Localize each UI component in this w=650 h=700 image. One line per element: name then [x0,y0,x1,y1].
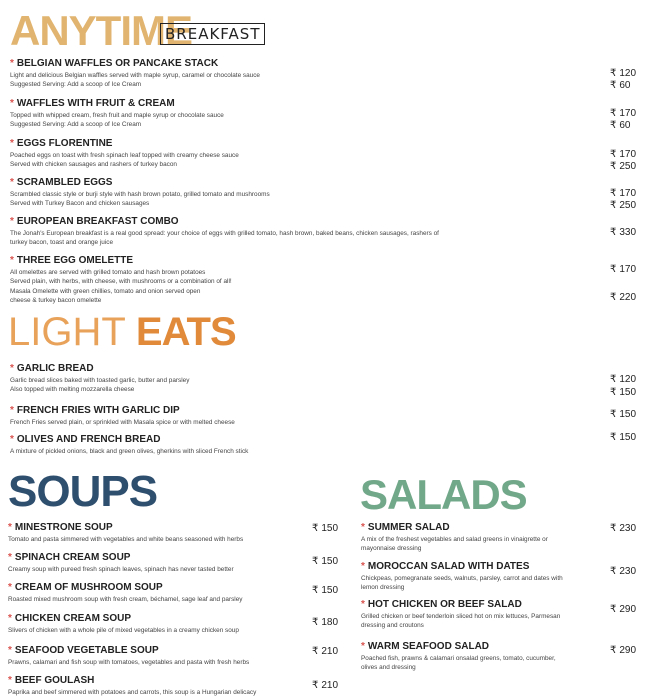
rupee-icon: ₹ [610,161,617,172]
rupee-icon: ₹ [610,387,617,398]
price-value: 120 [619,68,637,79]
item-star-icon: * [8,645,12,656]
item-price [312,646,338,658]
item-price [610,566,636,578]
menu-item [10,216,600,248]
item-description [8,565,308,574]
item-name-text: BELGIAN WAFFLES OR PANCAKE STACK [16,58,219,69]
description-line: dressing and croutons [361,622,424,630]
item-description [8,595,308,604]
item-name [361,599,606,611]
item-description [8,626,308,635]
item-name [361,641,606,653]
description-line: Paprika and beef simmered with potatoes and carrots, this soup is a Hungarian delicacy [8,689,257,696]
description-line: Served with Turkey Bacon and chicken sausages [10,200,150,208]
item-name-text: GARLIC BREAD [16,363,94,374]
item-name-text: WAFFLES WITH FRUIT & CREAM [16,98,175,109]
item-description [10,190,600,209]
rupee-icon: ₹ [312,556,319,567]
description-line: Garlic bread slices baked with toasted garlic, butter and parsley [10,377,190,384]
rupee-icon: ₹ [610,108,617,119]
price-value: 210 [321,680,339,691]
rupee-icon: ₹ [610,604,617,615]
price-value: 250 [619,161,637,172]
price-value: 210 [321,646,339,657]
item-star-icon: * [8,552,12,563]
item-price [610,374,636,386]
description-line: Poached fish, prawns & calamari onsalad greens, tomato, cucumber, [361,655,556,662]
item-description [10,111,600,130]
price-value: 180 [321,617,339,628]
price-value: 60 [619,80,631,91]
item-price [610,227,636,239]
item-price [610,387,636,399]
breakfast-heading-box: BREAKFAST [160,23,265,45]
item-name [10,363,600,375]
rupee-icon: ₹ [610,188,617,199]
item-price [312,617,338,629]
item-price [312,556,338,568]
item-star-icon: * [361,522,365,533]
item-price [312,523,338,535]
item-star-icon: * [10,363,14,374]
item-price [610,523,636,535]
item-name-text: WARM SEAFOOD SALAD [367,641,490,652]
item-name-text: SCRAMBLED EGGS [16,177,113,188]
item-price [610,108,636,120]
description-line: Creamy soup with pureed fresh spinach leaves, spinach has never tasted better [8,566,234,573]
item-name [10,98,600,110]
item-star-icon: * [10,434,14,445]
item-description [361,612,606,631]
rupee-icon: ₹ [610,432,617,443]
rupee-icon: ₹ [610,566,617,577]
description-line: Topped with whipped cream, fresh fruit and maple syrup or chocolate sauce [10,112,224,119]
description-line: lemon dressing [361,584,405,592]
item-name [8,552,308,564]
item-description [8,535,308,544]
item-star-icon: * [10,98,14,109]
price-value: 150 [619,409,637,420]
description-line: Poached eggs on toast with fresh spinach leaf topped with creamy cheese sauce [10,152,239,159]
item-name [8,522,308,534]
menu-item [10,434,600,456]
rupee-icon: ₹ [610,120,617,131]
item-price [312,680,338,692]
menu-item [8,582,308,604]
price-value: 170 [619,149,637,160]
rupee-icon: ₹ [610,409,617,420]
item-star-icon: * [361,561,365,572]
item-name-text: FRENCH FRIES WITH GARLIC DIP [16,405,180,416]
rupee-icon: ₹ [312,680,319,691]
price-value: 170 [619,108,637,119]
price-value: 60 [619,120,631,131]
description-line: Scrambled classic style or burji style with hash brown potato, grilled tomato and mushrooms [10,191,270,198]
item-star-icon: * [8,613,12,624]
rupee-icon: ₹ [610,523,617,534]
item-star-icon: * [8,675,12,686]
description-line: Also topped with melting mozzarella cheese [10,386,135,394]
menu-item [10,177,600,209]
description-line: cheese & turkey bacon omelette [10,297,102,305]
item-price [610,200,636,212]
item-name [361,522,606,534]
menu-item [361,641,606,673]
item-description [10,229,600,248]
menu-item [8,675,308,697]
item-price [312,585,338,597]
description-line: Chickpeas, pomegranate seeds, walnuts, parsley, carrot and dates with [361,575,563,582]
item-name-text: EGGS FLORENTINE [16,138,113,149]
description-line: Prawns, calamari and fish soup with tomatoes, vegetables and pasta with fresh herbs [8,659,250,666]
price-value: 230 [619,523,637,534]
price-value: 170 [619,188,637,199]
menu-item [8,522,308,544]
price-value: 150 [321,523,339,534]
price-value: 150 [619,387,637,398]
description-line: Served with chicken sausages and rashers of turkey bacon [10,161,177,169]
rupee-icon: ₹ [312,617,319,628]
item-name [8,675,308,687]
price-value: 150 [619,432,637,443]
rupee-icon: ₹ [610,264,617,275]
description-line: Slivers of chicken with a whole pile of mixed vegetables in a creamy chicken soup [8,627,239,634]
menu-item [361,561,606,593]
description-line: Light and delicious Belgian waffles served with maple syrup, caramel or chocolate sauce [10,72,260,79]
item-price [610,264,636,276]
description-line: Roasted mixed mushroom soup with fresh cream, béchamel, sage leaf and parsley [8,596,243,603]
description-line: Suggested Serving: Add a scoop of Ice Cream [10,81,142,89]
item-description [10,151,600,170]
item-name-text: HOT CHICKEN OR BEEF SALAD [367,599,522,610]
item-name-text: EUROPEAN BREAKFAST COMBO [16,216,179,227]
item-price [610,80,631,92]
item-description [8,658,308,667]
description-line: mayonnaise dressing [361,545,422,553]
item-price [610,161,636,173]
item-name-text: BEEF GOULASH [14,675,95,686]
description-line: Grilled chicken or beef tenderloin sliced hot on mix lettuces, Parmesan [361,613,561,620]
item-star-icon: * [10,177,14,188]
item-name [10,405,600,417]
item-price [610,68,636,80]
soups-heading: SOUPS [8,467,158,516]
item-star-icon: * [10,255,14,266]
item-name [10,177,600,189]
light-eats-heading [8,312,236,352]
menu-item [8,645,308,667]
price-value: 170 [619,264,637,275]
item-description [361,574,606,593]
price-value: 120 [619,374,637,385]
price-value: 230 [619,566,637,577]
item-description [10,376,600,395]
item-star-icon: * [10,58,14,69]
price-value: 150 [321,585,339,596]
item-name [10,58,600,70]
menu-item [361,522,606,554]
menu-item [8,613,308,635]
item-price [610,409,636,421]
item-description [10,71,600,90]
description-line: Suggested Serving: Add a scoop of Ice Cream [10,121,142,129]
price-value: 330 [619,227,637,238]
description-line: A mix of the freshest vegetables and salad greens in vinaigrette or [361,536,548,543]
menu-item [10,255,600,306]
menu-item [10,98,600,130]
item-price [610,188,636,200]
rupee-icon: ₹ [610,645,617,656]
menu-item [10,405,600,427]
item-name-text: CHICKEN CREAM SOUP [14,613,132,624]
rupee-icon: ₹ [312,523,319,534]
item-price [610,604,636,616]
description-line: Masala Omelette with green chillies, tomato and onion served open [10,287,201,295]
price-value: 250 [619,200,637,211]
item-name-text: CREAM OF MUSHROOM SOUP [14,582,163,593]
item-name [8,613,308,625]
description-line: A mixture of pickled onions, black and green olives, gherkins with sliced French stick [10,448,249,455]
item-price [610,432,636,444]
item-name [10,434,600,446]
item-name [8,582,308,594]
description-line: olives and dressing [361,664,416,672]
item-star-icon: * [361,641,365,652]
item-name-text: MINESTRONE SOUP [14,522,113,533]
menu-item [10,363,600,395]
item-star-icon: * [10,216,14,227]
rupee-icon: ₹ [610,292,617,303]
menu-item [10,58,600,90]
salads-heading: SALADS [360,471,527,518]
item-star-icon: * [361,599,365,610]
anytime-heading: ANYTIME [10,7,192,54]
item-price [610,120,631,132]
item-name-text: SUMMER SALAD [367,522,450,533]
item-name [361,561,606,573]
rupee-icon: ₹ [312,585,319,596]
menu-item [361,599,606,631]
item-price [610,149,636,161]
eats-heading-word: EATS [135,310,236,354]
item-description [10,268,600,306]
rupee-icon: ₹ [610,200,617,211]
price-value: 290 [619,645,637,656]
item-star-icon: * [8,522,12,533]
description-line: Served plain, with herbs, with cheese, with mushrooms or a combination of all! [10,278,232,286]
item-name [10,138,600,150]
price-value: 220 [619,292,637,303]
item-description [361,654,606,673]
item-name [10,216,600,228]
menu-item [8,552,308,574]
item-price [610,645,636,657]
light-heading-word: LIGHT [8,310,126,354]
rupee-icon: ₹ [610,227,617,238]
item-description [10,447,600,456]
item-star-icon: * [8,582,12,593]
item-name-text: OLIVES AND FRENCH BREAD [16,434,161,445]
description-line: Tomato and pasta simmered with vegetables and white beans seasoned with herbs [8,536,244,543]
description-line: turkey bacon, toast and orange juice [10,239,114,247]
item-star-icon: * [10,405,14,416]
item-description [8,688,308,697]
item-price [610,292,636,304]
description-line: French Fries served plain, or sprinkled with Masala spice or with melted cheese [10,419,235,426]
item-name [8,645,308,657]
menu-item [10,138,600,170]
rupee-icon: ₹ [610,149,617,160]
rupee-icon: ₹ [610,374,617,385]
price-value: 150 [321,556,339,567]
item-name-text: MOROCCAN SALAD WITH DATES [367,561,530,572]
item-name-text: SEAFOOD VEGETABLE SOUP [14,645,159,656]
item-name [10,255,600,267]
item-name-text: THREE EGG OMELETTE [16,255,134,266]
rupee-icon: ₹ [610,80,617,91]
rupee-icon: ₹ [312,646,319,657]
item-name-text: SPINACH CREAM SOUP [14,552,131,563]
description-line: The Jonah's European breakfast is a real good spread: your choice of eggs with grilled tomato, hash brown, baked beans, chicken sausages, rashers of [10,230,439,237]
description-line: All omelettes are served with grilled tomato and hash brown potatoes [10,269,206,276]
rupee-icon: ₹ [610,68,617,79]
item-star-icon: * [10,138,14,149]
item-description [10,418,600,427]
price-value: 290 [619,604,637,615]
item-description [361,535,606,554]
